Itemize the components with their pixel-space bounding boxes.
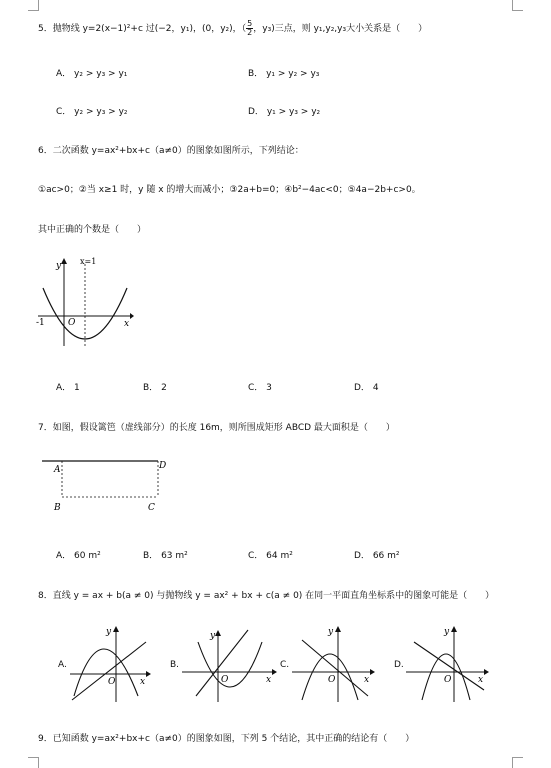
x-axis-arrow <box>484 669 489 675</box>
option-text: y₂ > y₃ > y₂ <box>74 107 128 117</box>
y-axis-arrow <box>113 626 119 632</box>
option-text: 66 m² <box>372 551 400 561</box>
q6-option-d[interactable] <box>354 380 379 393</box>
q7-option-c[interactable] <box>248 548 293 561</box>
x-axis-arrow <box>370 669 375 675</box>
point-a-label: A <box>54 465 61 475</box>
x-axis-label: x <box>364 675 370 685</box>
symmetry-axis-label: x=1 <box>80 257 97 266</box>
y-axis-label: y <box>328 627 334 637</box>
y-axis-arrow <box>215 630 221 636</box>
corner-mark-bottom-left <box>28 757 39 768</box>
q6-parabola-graph <box>34 250 134 350</box>
q8-stem: 8．直线 y = ax + b(a ≠ 0) 与抛物线 y = ax² + bx + c(a ≠ 0) 在同一平面直角坐标系中的图象可能是（ ） <box>38 591 495 601</box>
option-label: C． <box>56 107 72 117</box>
option-text: y₁ > y₂ > y₃ <box>266 69 320 79</box>
q8-option-d-label[interactable]: D. <box>394 660 404 670</box>
origin-label: O <box>108 677 116 687</box>
q7-fence-diagram <box>38 455 178 525</box>
option-label: D． <box>248 107 264 117</box>
option-text: 2 <box>161 383 167 393</box>
option-label: D． <box>354 383 370 393</box>
option-label: C． <box>248 383 264 393</box>
corner-mark-bottom-right <box>512 757 523 768</box>
q5-option-c[interactable] <box>56 104 128 117</box>
q7-option-a[interactable] <box>56 548 101 561</box>
option-text: 60 m² <box>74 551 101 561</box>
option-label: C． <box>248 551 264 561</box>
q7-option-b[interactable] <box>143 548 188 561</box>
option-label: D． <box>354 551 370 561</box>
corner-mark-top-left <box>28 0 39 11</box>
origin-label: O <box>444 675 452 685</box>
option-text: y₂ > y₃ > y₁ <box>74 69 128 79</box>
x-axis-label: x <box>266 675 272 685</box>
origin-label: O <box>68 318 76 328</box>
line-graph <box>302 640 368 696</box>
point-b-label: B <box>54 503 61 513</box>
q8-graph-c[interactable] <box>288 620 380 704</box>
q8-graph-b[interactable] <box>178 622 278 704</box>
y-axis-label: y <box>106 627 112 637</box>
q5-option-d[interactable] <box>248 104 320 117</box>
x-axis-arrow <box>146 671 151 677</box>
q7-option-d[interactable] <box>354 548 400 561</box>
q6-conclusions: ①ac>0；②当 x≥1 时，y 随 x 的增大而减小；③2a+b=0；④b²−4ac<0；⑤4a−2b+c>0。 <box>38 185 421 195</box>
q8-option-c-label[interactable]: C. <box>280 660 290 670</box>
option-label: B． <box>248 69 264 79</box>
q6-option-a[interactable] <box>56 380 80 393</box>
q5-stem-tail: ，y₃)三点，则 y₁,y₂,y₃大小关系是（ ） <box>253 24 428 34</box>
q6-stem: 6．二次函数 y=ax²+bx+c（a≠0）的图象如图所示，下列结论： <box>38 146 304 156</box>
option-text: 63 m² <box>161 551 188 561</box>
q6-question: 其中正确的个数是（ ） <box>38 225 147 235</box>
line-graph <box>196 630 248 696</box>
y-axis-label: y <box>56 261 62 271</box>
point-c-label: C <box>148 503 155 513</box>
parabola-curve <box>198 642 262 687</box>
y-axis-arrow <box>451 626 457 632</box>
q5-stem-text: 5．抛物线 y=2(x−1)²+c 过(−2，y₁)，(0，y₂)，（ <box>38 24 247 34</box>
option-label: A． <box>56 551 72 561</box>
q8-option-b-label[interactable]: B. <box>170 660 180 670</box>
y-axis-label: y <box>444 627 450 637</box>
x-axis-arrow <box>272 669 277 675</box>
option-label: B． <box>143 551 159 561</box>
q5-option-b[interactable] <box>248 66 319 79</box>
corner-mark-top-right <box>512 0 523 11</box>
option-text: 3 <box>266 383 272 393</box>
q6-option-b[interactable] <box>143 380 167 393</box>
point-d-label: D <box>159 461 167 471</box>
option-label: A． <box>56 383 72 393</box>
option-label: A． <box>56 69 72 79</box>
neg-one-label: -1 <box>36 318 45 328</box>
q5-option-a[interactable] <box>56 66 127 79</box>
option-text: 64 m² <box>266 551 293 561</box>
q8-option-a-label[interactable]: A. <box>58 660 67 670</box>
option-text: 4 <box>372 383 379 393</box>
q8-graph-a[interactable] <box>66 622 156 704</box>
q9-stem: 9．已知函数 y=ax²+bx+c（a≠0）的图象如图，下列 5 个结论，其中正确的结论有（ ） <box>38 734 415 744</box>
q5-stem <box>38 20 427 37</box>
option-text: y₁ > y₃ > y₂ <box>266 107 321 117</box>
origin-label: O <box>221 675 229 685</box>
q7-stem: 7．如图，假设篱笆（虚线部分）的长度 16m，则所围成矩形 ABCD 最大面积是（ ） <box>38 423 395 433</box>
q5-fraction-numerator: 5 <box>247 19 253 28</box>
y-axis-arrow <box>61 258 67 264</box>
option-text: 1 <box>74 383 80 393</box>
option-label: B． <box>143 383 159 393</box>
q8-graph-d[interactable] <box>402 620 494 704</box>
x-axis-label: x <box>124 319 130 329</box>
q6-option-c[interactable] <box>248 380 272 393</box>
origin-label: O <box>328 675 336 685</box>
x-axis-label: x <box>140 677 146 687</box>
q5-fraction-denominator: 2 <box>247 28 253 37</box>
y-axis-label: y <box>210 631 216 641</box>
x-axis-label: x <box>478 675 484 685</box>
x-axis-arrow <box>130 313 134 319</box>
y-axis-arrow <box>335 626 341 632</box>
